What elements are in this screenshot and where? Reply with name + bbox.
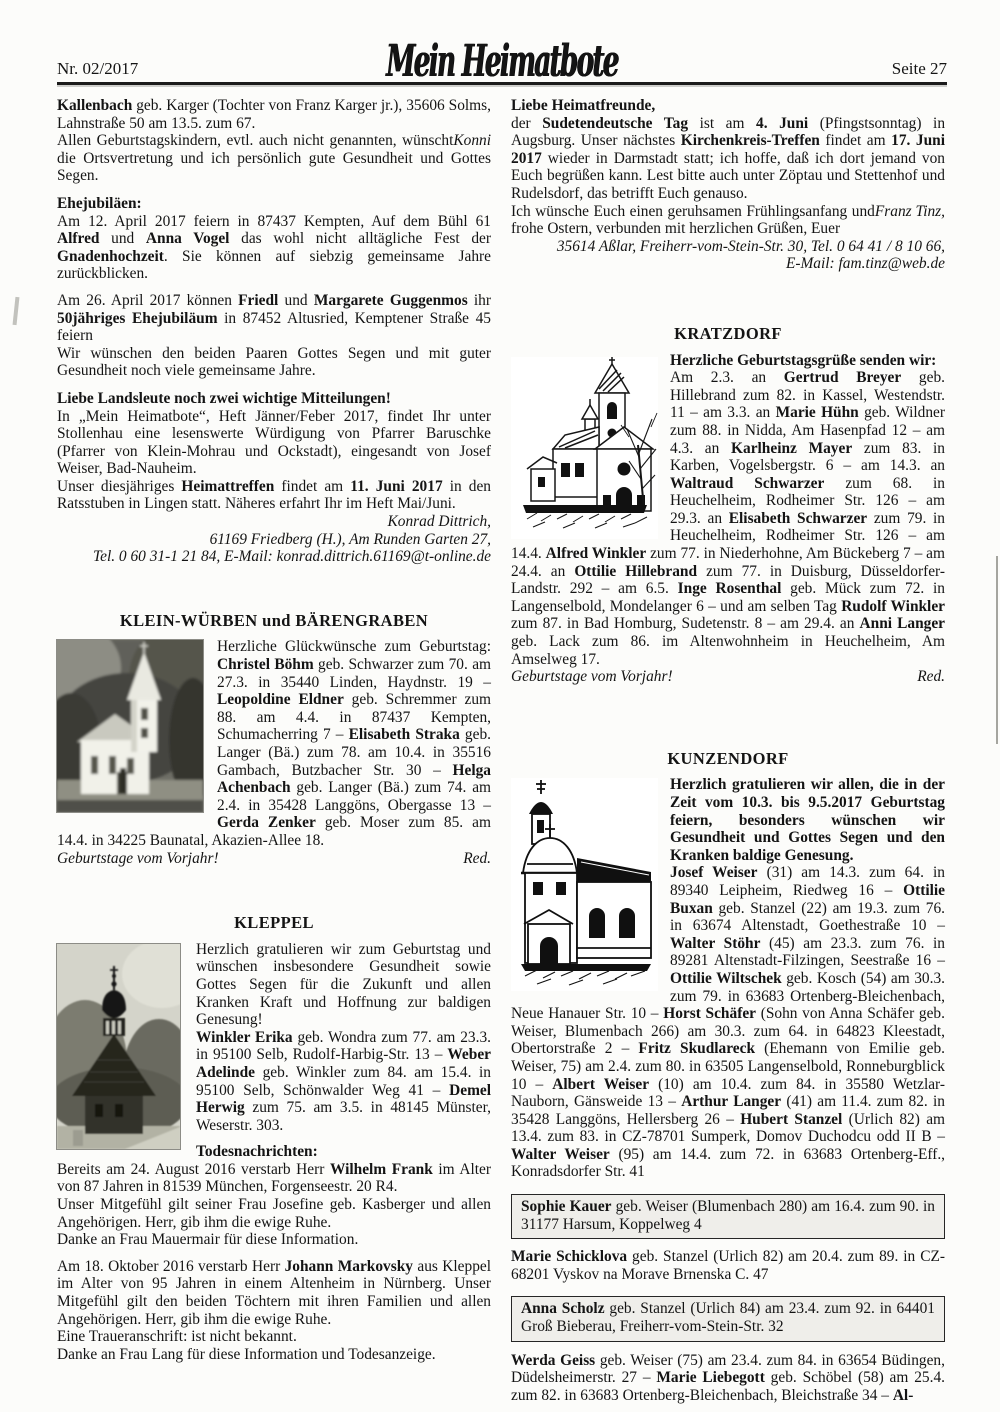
scan-artifact [13, 297, 20, 325]
kunzendorf-birthdays-paragraph: Josef Weiser (31) am 14.3. zum 64. in 89340 Leipheim, Riedweg 16 – Ottilie Buxan geb. Stanzel (22) am 19.3. zum 76. in 63674 Altenstadt, Goethestraße 10 – Walter Stöhr (45) am 23.3. zum 76. in 89281 Altenstadt-Filzingen, Seestraße 16 – Ottilie Wiltschek geb. Kosch (54) am 30.3. zum 79. in 63683 Ortenberg-Bleichenbach, Neue Hanauer Str. 10 – Horst Schäfer (Sohn von Anna Schäfer geb. Weiser, Blumenbach 266) am 30.3. zum 64. in 64823 Kleestadt, Obertorstraße 2 – Fritz Skudlareck (Ehemann von Emilie geb. Weiser, 75) am 2.4. zum 80. in 63505 Langenselbold, Ronneburgblick 10 – Albert Weiser (10) am 10.4. zum 84. in 35580 Wetzlar-Nauborn, Gänsweide 13 – Arthur Langer (41) am 11.4. zum 82. in 35428 Langgöns, Hellersberg 26 – Hubert Stanzel (Urlich 82) am 13.4. zum 83. in CZ-78701 Sumperk, Domov Duchodcu odd II B – Walter Weiser (95) am 14.4. zum 72. in 63683 Ortenberg-Eff., Konradsdorfer Str. 41 [511, 864, 946, 1181]
kratzdorf-birthdays-paragraph: Am 2.3. an Gertrud Breyer geb. Hillebrand zum 82. in Kassel, Westendstr. 11 – am 3.3. an Marie Hühn geb. Wildner zum 88. in Nidda, Am Hasenpfad 12 – am 4.3. an Karlheinz Mayer zum 83. in Karben, Vogelsbergstr. 6 – am 14.3. an Waltraud Schwarzer zum 68. in Heuchelheim, Rodheimer Str. 126 – am 29.3. an Elisabeth Schwarzer zum 79. in Heuchelheim, Rodheimer Str. 126 – am 14.4. Alfred Winkler zum 77. in Niederhohne, Am Bückeberg 7 – am 24.4. an Ottilie Hillebrand zum 77. in Duisburg, Düsseldorfer-Landstr. 292 – am 6.5. Inge Rosenthal geb. Mück zum 72. in Langenselbold, Mondelanger 6 – und am selben Tag Rudolf Winkler zum 87. in Bad Homburg, Sudetenstr. 8 – am 29.4. an Anni Langer geb. Lack zum 86. im Altenwohnheim in Heuchelheim, Am Amselweg 17. [511, 369, 945, 668]
kleppel-intro-paragraph: Herzlich gratulieren wir zum Geburtstag und wünschen insbesondere Gesundheit sowie Gottes Segen für die Zukunft und allen Kranken Kraft und Hoffnung zur baldigen Genesung! [196, 940, 491, 1029]
todesnachrichten-heading: Todesnachrichten: [196, 1143, 318, 1161]
section-kratzdorf [511, 325, 945, 686]
kleinwuerben-heading: KLEIN-WÜRBEN und BÄRENGRABEN [119, 610, 429, 630]
page-header [57, 36, 947, 87]
guggenmos-anniversary-paragraph: Am 26. April 2017 können Friedl und Margarete Guggenmos ihr 50jähriges Ehejubiläum in 87452 Altusried, Kemptener Straße 45 feiern [57, 291, 492, 345]
geiss-paragraph: Werda Geiss geb. Weiser (75) am 23.4. zum 84. in 63654 Büdingen, Düdelsheimerstr. 27 – Marie Liebegott geb. Schöbel (58) am 25.4. zum 82. in 63683 Ortenberg-Bleichenbach, Bleichstraße 34 – Al- [511, 1351, 945, 1404]
heimattreffen-notice-paragraph: Unser diesjähriges Heimattreffen findet am 11. Juni 2017 in den Ratsstuben in Lingen statt. Näheres erfahrt Ihr im Heft Mai/Juni. [57, 477, 491, 513]
kratzdorf-church-drawing [511, 357, 658, 539]
markovsky-obituary-paragraph: Am 18. Oktober 2016 verstarb Herr Johann Markovsky aus Kleppel im Alter von 95 Jahren in einem Altenheim in Nürnberg. Unser Mitgefühl gilt den beiden Töchtern mit ihren Familien und allen Angehörigen. Herr, gib ihm die ewige Ruhe. [57, 1257, 491, 1328]
kratzdorf-red-credit: Red. [917, 668, 945, 686]
tinz-signature-address: 35614 Aßlar, Freiherr-vom-Stein-Str. 30, Tel. 0 64 41 / 8 10 66, [556, 237, 945, 255]
dittrich-signature-contact: Tel. 0 60 31-1 21 84, E-Mail: konrad.dittrich.61169@t-online.de [92, 548, 491, 566]
kratzdorf-heading: KRATZDORF [674, 323, 782, 343]
dittrich-signature-name: Konrad Dittrich, [387, 513, 491, 531]
kleinwuerben-red-credit: Red. [463, 849, 491, 867]
scan-artifact [996, 556, 998, 744]
kleinwuerben-church-photo [57, 640, 203, 812]
birthday-wishes-paragraph: Konni Allen Geburtstagskindern, evtl. auch nicht genannten, wünscht die Ortsvertretung und ich persönlich gute Gesundheit und Gottes Segen. [57, 132, 491, 185]
issue-number: Nr. 02/2017 [57, 59, 139, 78]
right-column [511, 97, 945, 1404]
frank-obituary-paragraph: Bereits am 24. August 2016 verstarb Herr Wilhelm Frank im Alter von 87 Jahren in 81539 München, Forgenseestr. 20 R4. [57, 1160, 491, 1196]
section-kleinwuerben [57, 612, 491, 867]
scholz-boxed-entry [511, 1296, 945, 1341]
section-kleppel [57, 914, 491, 1363]
section-kunzendorf [511, 750, 945, 1405]
kratzdorf-intro-heading: Herzliche Geburtstagsgrüße senden wir: [670, 351, 937, 369]
kauer-paragraph: Sophie Kauer geb. Weiser (Blumenbach 280) am 16.4. zum 90. in 31177 Harsum, Koppelweg 4 [521, 1198, 935, 1233]
kleinwuerben-vorjahr-note: Geburtstage vom Vorjahr! [57, 849, 219, 867]
masthead-title: Mein Heimatbote [386, 36, 618, 87]
kratzdorf-footline [511, 668, 945, 686]
page-number: Seite 27 [891, 59, 947, 78]
kunzendorf-church-drawing [511, 778, 658, 991]
header-rule [57, 82, 947, 85]
paare-wishes-paragraph: Wir wünschen den beiden Paaren Gottes Segen und mit guter Gesundheit noch viele gemeinsame Jahre. [57, 344, 491, 380]
left-column [57, 97, 491, 1363]
dittrich-signature-address: 61169 Friedberg (H.), Am Runden Garten 27, [209, 530, 491, 548]
mitteilungen-heading: Liebe Landsleute noch zwei wichtige Mitteilungen! [57, 389, 391, 407]
frank-condolence-paragraph: Unser Mitgefühl gilt seiner Frau Josefine geb. Kasberger und allen Angehörigen. Herr, gib ihm die ewige Ruhe. [57, 1196, 491, 1231]
kleppel-heading: KLEPPEL [234, 913, 314, 933]
kunzendorf-heading: KUNZENDORF [667, 748, 789, 768]
kunzendorf-intro-paragraph: Herzlich gratulieren wir allen, die in der Zeit vom 10.3. bis 9.5.2017 Geburtstag feiern, besonders wünschen wir Gesundheit und Gottes Segen und den Kranken baldige Genesung. [670, 776, 945, 864]
kleinwuerben-birthdays-paragraph: Herzliche Glückwünsche zum Geburtstag: Christel Böhm geb. Schwarzer zum 70. am 27.3. in 35440 Linden, Haydnstr. 19 – Leopoldine Eldner geb. Schremmer zum 88. am 4.4. in 87437 Kempten, Schumacherring 7 – Elisabeth Straka geb. Langer (Bä.) zum 78. am 10.4. in 35516 Gambach, Butzbacher Str. 30 – Helga Achenbach geb. Langer (Bä.) zum 74. am 2.4. in 35428 Langgöns, Obergasse 13 – Gerda Zenker geb. Moser zum 85. am 14.4. in 34225 Baunatal, Akazien-Allee 18. [57, 638, 491, 849]
ostern-greeting-paragraph: Franz Tinz, Ich wünsche Euch einen geruhsamen Frühlingsanfang und frohe Ostern, verbunden mit herzlichen Grüßen, Euer [511, 202, 945, 238]
masthead [57, 36, 947, 87]
vogel-anniversary-paragraph: Am 12. April 2017 feiern in 87437 Kempten, Auf dem Bühl 61 Alfred und Anna Vogel das wohl nicht alltägliche Fest der Gnadenhochzeit. Sie können auf siebzig gemeinsame Jahre zurückblicken. [57, 212, 492, 283]
schicklova-paragraph: Marie Schicklova geb. Stanzel (Urlich 82) am 20.4. zum 89. in CZ-68201 Vyskov na Morave Brnenska C. 47 [511, 1248, 945, 1283]
kleinwuerben-footline [57, 850, 491, 868]
kleppel-chapel-photo [57, 944, 180, 1149]
kratzdorf-vorjahr-note: Geburtstage vom Vorjahr! [511, 668, 673, 686]
ehejubilaeen-heading: Ehejubiläen: [57, 194, 142, 212]
heimatfreunde-intro-paragraph: der Sudetendeutsche Tag ist am 4. Juni (Pfingstsonntag) in Augsburg. Unser nächstes Kirchenkreis-Treffen findet am 17. Juni 2017 wieder in Darmstadt statt; ich hoffe, daß ich dort jemand von Euch begrüßen kann. Lest bitte auch unter Zöptau und Stettenhof und Rudelsdorf, das betrifft Euch genauso. [511, 114, 946, 202]
kleppel-birthdays-paragraph: Winkler Erika geb. Wondra zum 77. am 23.3. in 95100 Selb, Rudolf-Harbig-Str. 13 – Weber Adelinde geb. Winkler zum 84. am 15.4. in 95100 Selb, Schönwalder Weg 41 – Demel Herwig zum 75. am 3.5. in 48145 Münster, Weserstr. 303. [196, 1028, 491, 1134]
heimatfreunde-heading: Liebe Heimatfreunde, [511, 97, 656, 114]
kauer-boxed-entry [511, 1194, 945, 1239]
markovsky-address-paragraph: Eine Traueranschrift: ist nicht bekannt. [57, 1328, 297, 1346]
scholz-paragraph: Anna Scholz geb. Stanzel (Urlich 84) am 23.4. zum 92. in 64401 Groß Bieberau, Freiherr-vom-Stein-Str. 32 [521, 1300, 936, 1336]
markovsky-thanks-paragraph: Danke an Frau Lang für diese Information und Todesanzeige. [57, 1345, 436, 1363]
tinz-signature-email: E-Mail: fam.tinz@web.de [785, 255, 945, 273]
frank-thanks-paragraph: Danke an Frau Mauermair für diese Information. [57, 1231, 359, 1249]
heimatbote-notice-paragraph: In „Mein Heimatbote“, Heft Jänner/Feber 2017, findet Ihr unter Stollenhau eine lesenswerte Würdigung von Pfarrer Baruschke (Pfarrer von Klein-Mohrau und Ockstadt), eingesandt von Josef Weiser, Bad-Nauheim. [57, 407, 491, 478]
kallenbach-paragraph: Kallenbach geb. Karger (Tochter von Franz Karger jr.), 35606 Solms, Lahnstraße 50 am 13.5. zum 67. [57, 97, 491, 132]
